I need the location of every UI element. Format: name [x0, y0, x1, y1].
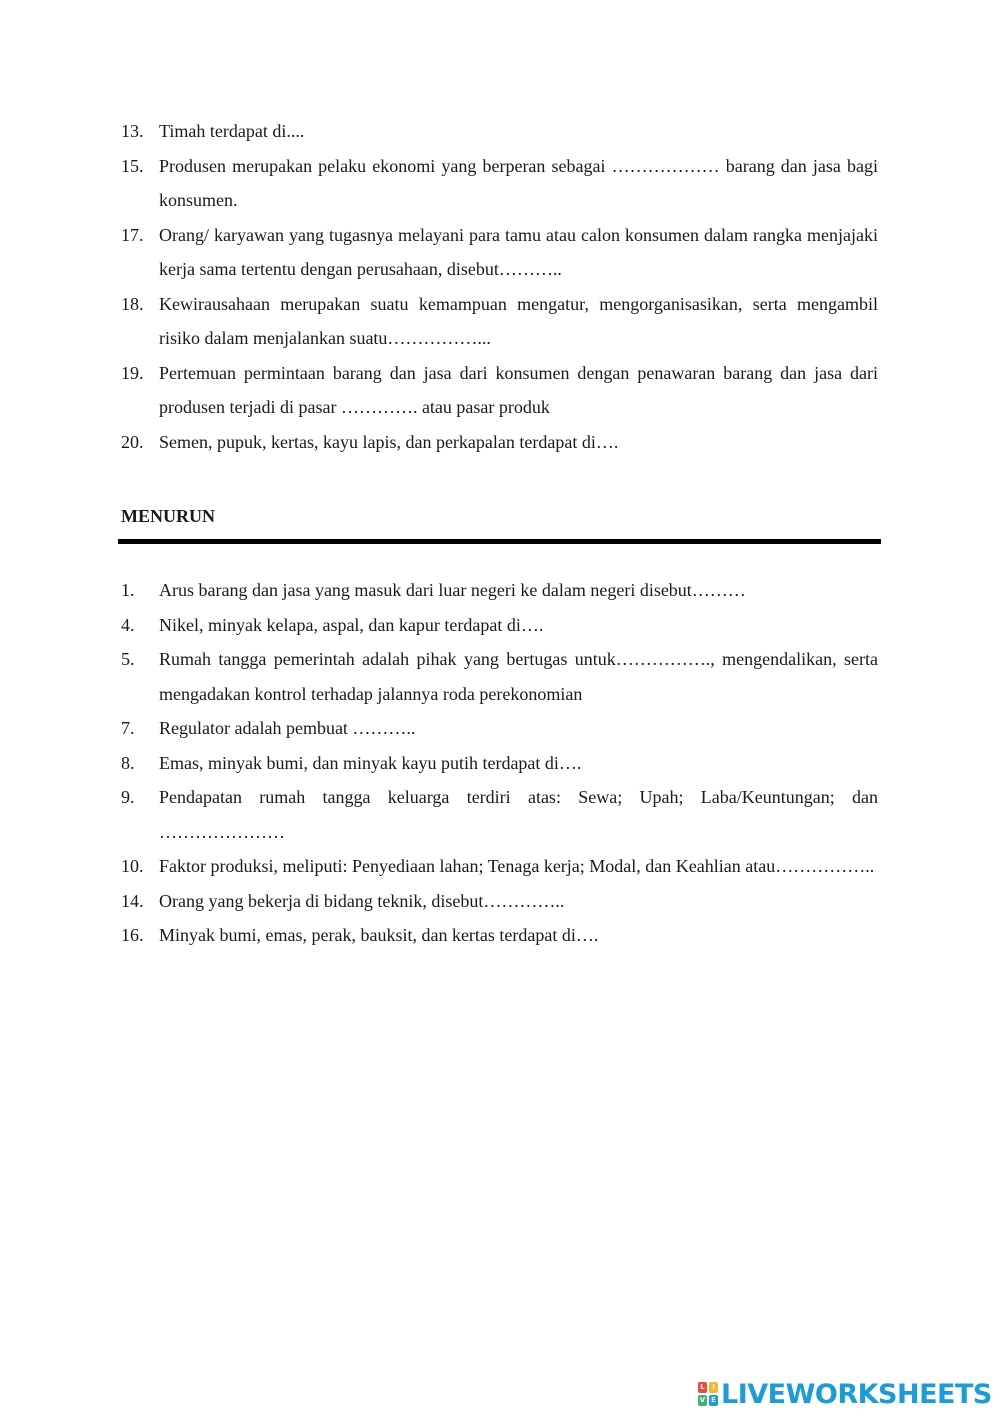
clue-item	[121, 287, 878, 356]
logo-tile: L	[698, 1382, 707, 1393]
clue-item	[121, 849, 878, 884]
clue-text: Orang/ karyawan yang tugasnya melayani para tamu atau calon konsumen dalam rangka menjajaki kerja sama tertentu dengan perusahaan, disebut………..	[159, 224, 878, 279]
clue-item	[121, 884, 878, 919]
clue-item	[121, 918, 878, 953]
clue-item	[121, 356, 878, 425]
clue-number: 4.	[121, 614, 135, 635]
clue-number: 18.	[121, 293, 144, 314]
liveworksheets-logo-icon	[698, 1382, 718, 1406]
clue-text: Faktor produksi, meliputi: Penyediaan lahan; Tenaga kerja; Modal, dan Keahlian atau……………..	[159, 856, 875, 876]
clue-number: 14.	[121, 890, 144, 911]
clue-item	[121, 218, 878, 287]
clue-text: Pendapatan rumah tangga keluarga terdiri atas: Sewa; Upah; Laba/Keuntungan; dan …………………	[159, 787, 878, 842]
logo-tile: I	[709, 1382, 718, 1393]
clue-item	[121, 711, 878, 746]
logo-tile: E	[709, 1395, 718, 1406]
clue-number: 5.	[121, 649, 135, 669]
clue-number: 15.	[121, 155, 144, 176]
clue-number: 20.	[121, 431, 144, 452]
clue-item	[121, 746, 878, 781]
clue-number: 10.	[121, 856, 144, 876]
clue-item	[121, 149, 878, 218]
down-section-heading: MENURUN	[121, 506, 215, 526]
across-clue-list	[121, 114, 878, 459]
clue-item	[121, 425, 878, 460]
section-divider	[118, 539, 881, 544]
clue-text: Minyak bumi, emas, perak, bauksit, dan kertas terdapat di….	[159, 925, 599, 945]
watermark-text: LIVEWORKSHEETS	[721, 1378, 992, 1410]
clue-number: 8.	[121, 752, 135, 773]
clue-text: Regulator adalah pembuat ………..	[159, 718, 416, 738]
clue-text: Arus barang dan jasa yang masuk dari luar negeri ke dalam negeri disebut………	[159, 580, 746, 600]
clue-number: 16.	[121, 925, 144, 945]
clue-item	[121, 114, 878, 149]
clue-text: Produsen merupakan pelaku ekonomi yang berperan sebagai ……………… barang dan jasa bagi konsumen.	[159, 155, 878, 210]
clue-number: 13.	[121, 121, 144, 141]
clue-number: 17.	[121, 224, 144, 245]
clue-item	[121, 780, 878, 849]
clue-text: Rumah tangga pemerintah adalah pihak yang bertugas untuk……………., mengendalikan, serta mengadakan kontrol terhadap jalannya roda perekonomian	[159, 649, 878, 704]
clue-text: Timah terdapat di....	[159, 121, 305, 141]
liveworksheets-watermark	[698, 1378, 992, 1410]
clue-text: Emas, minyak bumi, dan minyak kayu putih terdapat di….	[159, 752, 582, 773]
clue-item	[121, 573, 878, 608]
clue-number: 7.	[121, 718, 135, 738]
clue-text: Nikel, minyak kelapa, aspal, dan kapur terdapat di….	[159, 614, 544, 635]
logo-tile: V	[699, 1396, 706, 1404]
clue-item	[121, 642, 878, 711]
clue-text: Semen, pupuk, kertas, kayu lapis, dan perkapalan terdapat di….	[159, 431, 619, 452]
clue-text: Kewirausahaan merupakan suatu kemampuan mengatur, mengorganisasikan, serta mengambil risiko dalam menjalankan suatu……………...	[159, 293, 878, 348]
clue-number: 19.	[121, 362, 144, 383]
clue-number: 9.	[121, 787, 135, 807]
clue-text: Pertemuan permintaan barang dan jasa dari konsumen dengan penawaran barang dan jasa dari produsen terjadi di pasar …………. atau pasar produk	[159, 362, 878, 417]
clue-text: Orang yang bekerja di bidang teknik, disebut…………..	[159, 890, 565, 911]
down-clue-list	[121, 573, 878, 953]
clue-item	[121, 608, 878, 643]
clue-number: 1.	[121, 580, 135, 600]
